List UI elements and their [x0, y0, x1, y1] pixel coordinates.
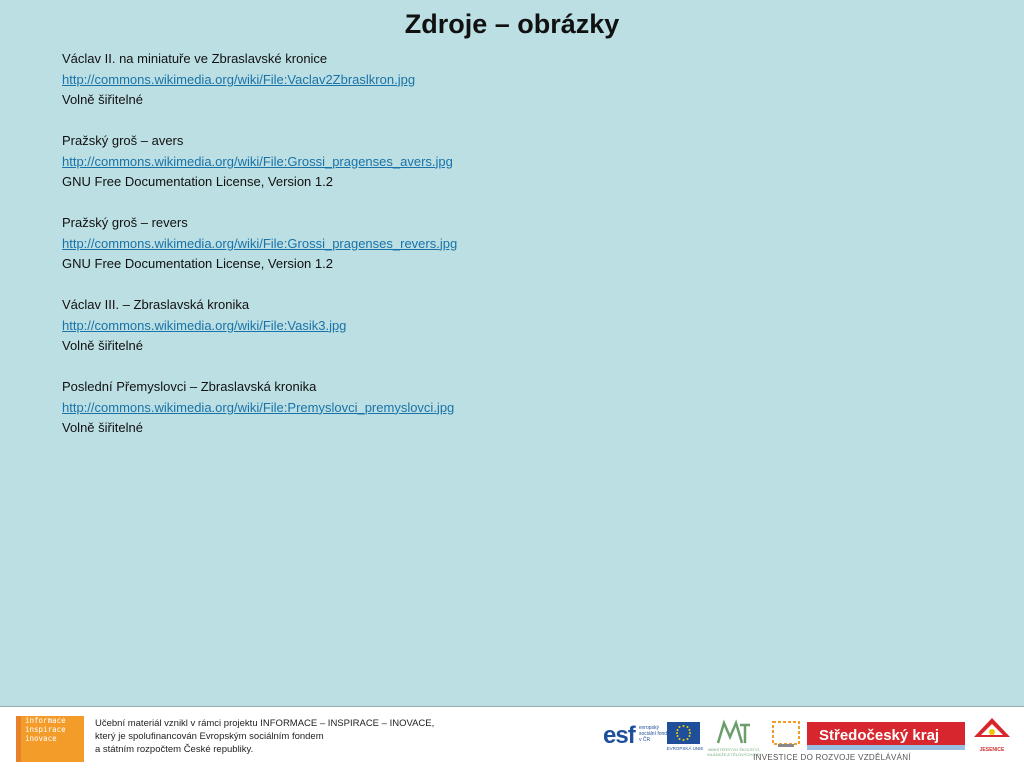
iii-logo-word: inovace — [25, 734, 57, 743]
source-name: Pražský groš – avers — [62, 133, 184, 148]
source-license: GNU Free Documentation License, Version 1.2 — [62, 174, 333, 189]
esf-logo — [603, 721, 668, 751]
source-link[interactable]: http://commons.wikimedia.org/wiki/File:Vasik3.jpg — [62, 317, 347, 333]
source-name: Pražský groš – revers — [62, 215, 188, 230]
msmt-caption: MINISTERSTVO ŠKOLSTVÍ, MLÁDEŽE A TĚLOVÝCHOVY — [707, 747, 761, 757]
partner-logos — [600, 713, 1020, 765]
source-item — [62, 377, 962, 439]
source-license: Volně šiřitelné — [62, 92, 143, 107]
page-title: Zdroje – obrázky — [404, 9, 620, 39]
source-license: GNU Free Documentation License, Version 1.2 — [62, 256, 333, 271]
source-license: Volně šiřitelné — [62, 420, 143, 435]
invest-caption: INVESTICE DO ROZVOJE VZDĚLÁVÁNÍ — [753, 753, 911, 762]
source-link[interactable]: http://commons.wikimedia.org/wiki/File:Vaclav2Zbraslkron.jpg — [62, 71, 416, 87]
eu-flag-icon — [667, 722, 700, 744]
source-link[interactable]: http://commons.wikimedia.org/wiki/File:Premyslovci_premyslovci.jpg — [62, 399, 455, 415]
iii-logo-word: inspirace — [25, 725, 66, 734]
kraj-stripe — [807, 745, 965, 750]
footer-text-line: Učební materiál vznikl v rámci projektu INFORMACE – INSPIRACE – INOVACE, — [95, 718, 435, 729]
jesenice-emblem-icon — [970, 715, 1014, 761]
footer-text — [95, 717, 475, 756]
source-link[interactable]: http://commons.wikimedia.org/wiki/File:Grossi_pragenses_revers.jpg — [62, 235, 458, 251]
esf-caption: evropský sociální fond v ČR — [639, 725, 668, 743]
jesenice-caption: JESENICE — [979, 747, 1005, 753]
source-item — [62, 295, 962, 357]
eu-caption: EVROPSKÁ UNIE — [666, 746, 704, 751]
footer-text-line: který je spolufinancován Evropským sociálním fondem — [95, 731, 324, 742]
iii-logo-word: informace — [25, 716, 66, 725]
source-link[interactable]: http://commons.wikimedia.org/wiki/File:Grossi_pragenses_avers.jpg — [62, 153, 453, 169]
source-name: Václav III. – Zbraslavská kronika — [62, 297, 250, 312]
esf-mark: esf — [603, 722, 635, 749]
source-name: Václav II. na miniatuře ve Zbraslavské kronice — [62, 51, 328, 66]
source-item — [62, 131, 962, 193]
program-logo-icon — [770, 719, 802, 751]
source-item — [62, 49, 962, 111]
iii-logo — [16, 716, 84, 762]
source-list — [62, 49, 962, 459]
footer-bar — [0, 706, 1024, 768]
source-item — [62, 213, 962, 275]
source-name: Poslední Přemyslovci – Zbraslavská kronika — [62, 379, 317, 394]
stredocesky-kraj-logo: Středočeský kraj — [807, 722, 965, 749]
footer-text-line: a státním rozpočtem České republiky. — [95, 744, 254, 755]
source-license: Volně šiřitelné — [62, 338, 143, 353]
